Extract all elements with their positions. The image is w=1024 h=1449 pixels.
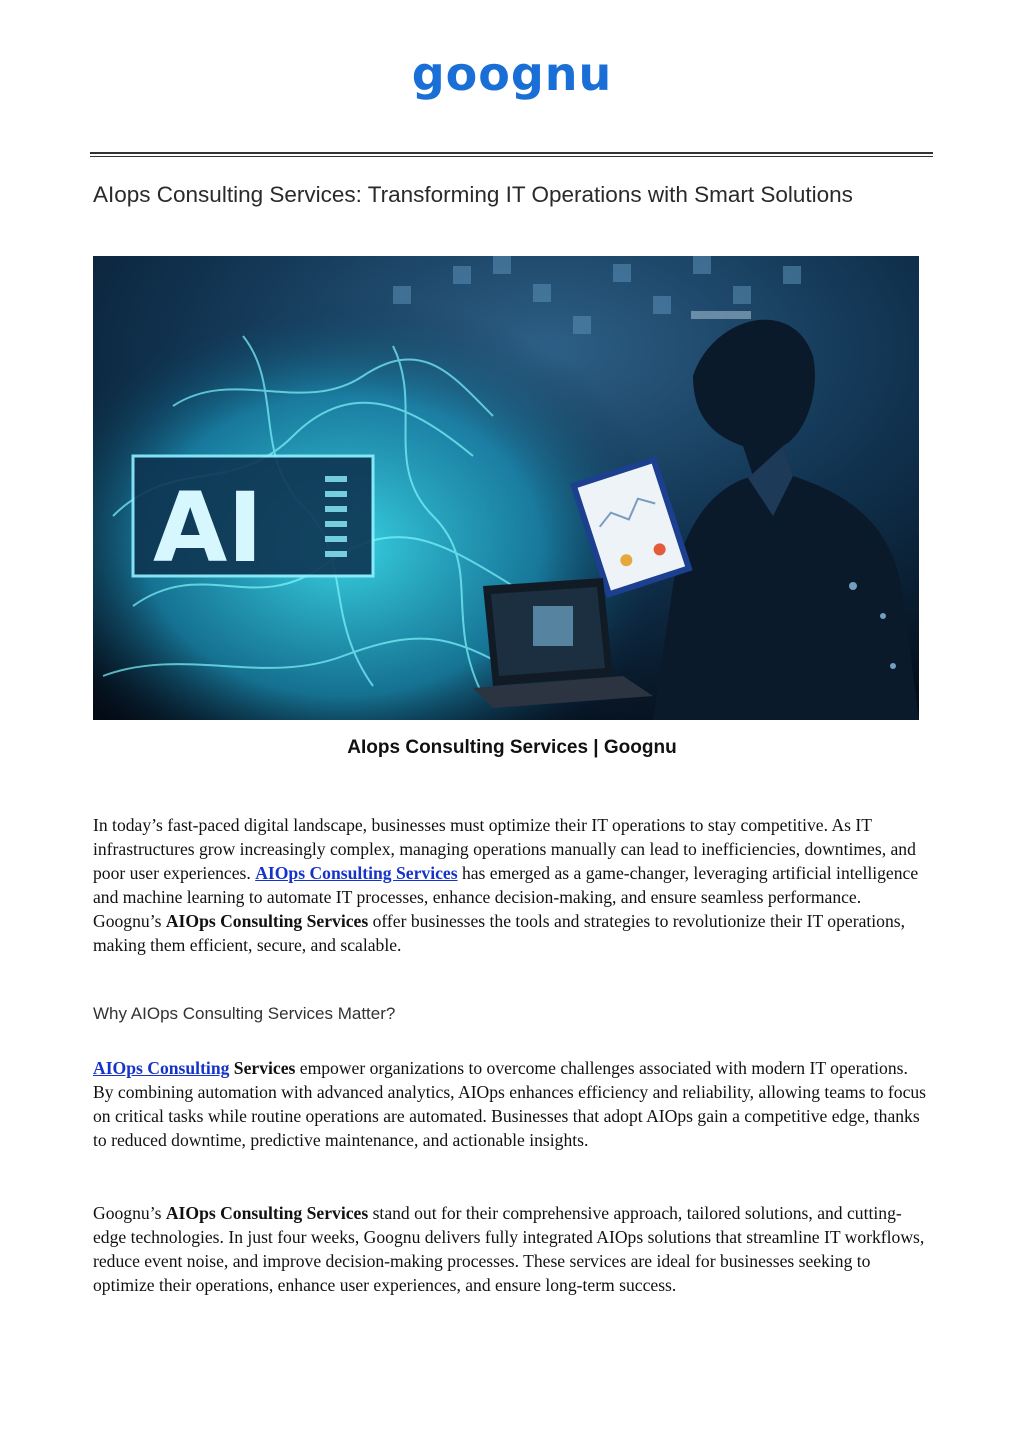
intro-text-2: has emerged as a game-changer, leveraging artificial intelligence and machine learning to automate IT processes, enhance decision-making, and ensure seamless performance. Goognu’s: [93, 863, 919, 931]
goognu-text-1: Goognu’s: [93, 1203, 166, 1223]
header-divider-thin: [90, 156, 933, 157]
goognu-bold-term: AIOps Consulting Services: [165, 1203, 369, 1223]
why-paragraph: [93, 1056, 931, 1152]
intro-bold-term: AIOps Consulting Services: [165, 911, 369, 931]
intro-text-1: In today’s fast-paced digital landscape, businesses must optimize their IT operations to stay competitive. As IT infrastructures grow increasingly complex, managing operations manually can lead to inefficiencies, downtimes, and poor user experiences.: [93, 815, 916, 883]
aiops-consulting-link[interactable]: AIOps Consulting: [93, 1058, 230, 1078]
intro-paragraph: [93, 813, 931, 957]
why-text: empower organizations to overcome challenges associated with modern IT operations. By combining automation with advanced analytics, AIOps enhances efficiency and reliability, allowing teams to focus on critical tasks while routine operations are automated. Businesses that adopt AIOps gain a competitive edge, thanks to reduced downtime, predictive maintenance, and actionable insights.: [93, 1058, 927, 1150]
logo: [0, 48, 1024, 100]
why-bold-term: Services: [229, 1058, 296, 1078]
header-divider: [90, 152, 933, 154]
section-heading: Why AIOps Consulting Services Matter?: [93, 1004, 396, 1023]
logo-text: goognu: [411, 47, 613, 101]
goognu-paragraph: [93, 1201, 931, 1297]
article-title: AIops Consulting Services: Transforming IT Operations with Smart Solutions: [93, 182, 853, 207]
aiops-consulting-services-link[interactable]: AIOps Consulting Services: [255, 863, 458, 883]
image-caption: AIops Consulting Services | Goognu: [347, 737, 677, 758]
hero-overlay-text: AI: [153, 472, 264, 584]
intro-text-3: offer businesses the tools and strategies to revolutionize their IT operations, making them efficient, secure, and scalable.: [93, 911, 905, 955]
hero-image: [93, 256, 919, 720]
goognu-text-2: stand out for their comprehensive approach, tailored solutions, and cutting-edge technologies. In just four weeks, Goognu delivers fully integrated AIOps solutions that streamline IT workflows, reduce event noise, and improve decision-making processes. These services are ideal for businesses seeking to optimize their operations, enhance user experiences, and ensure long-term success.: [93, 1203, 925, 1295]
